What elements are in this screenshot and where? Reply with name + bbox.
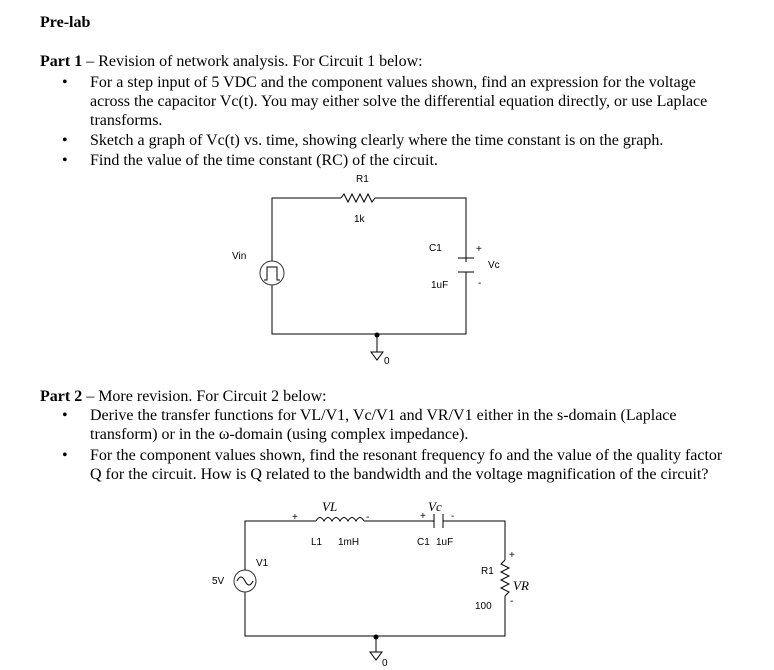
c1-c1-value: 1uF (431, 280, 449, 291)
part1-title-bold: Part 1 (40, 53, 83, 70)
c2-r1-value: 100 (475, 601, 492, 612)
part1-bullet-1: • For a step input of 5 VDC and the component values shown, find an expression for the voltage across the capacitor Vc(t). You may either solve the differential equation directly, or use Laplace transforms. (40, 73, 730, 130)
c1-ground-symbol (371, 352, 383, 360)
circuit2 (212, 499, 529, 669)
c2-vr-label: VR (513, 578, 529, 593)
c1-wire-top-left (272, 198, 341, 262)
c2-inductor-l1 (316, 518, 364, 522)
c2-ground-symbol (370, 652, 382, 660)
c1-vin-label: Vin (232, 251, 247, 262)
c2-ground-label: 0 (382, 658, 388, 669)
part2-bullet-2: • For the component values shown, find the resonant frequency fo and the value of the quality factor Q for the circuit. How is Q related to the bandwidth and the voltage magnification of the circuit? (40, 446, 730, 484)
part1-title-rest: – Revision of network analysis. For Circuit 1 below: (82, 53, 423, 70)
c1-wire-top-right (378, 198, 466, 258)
part2-bullet-1: • Derive the transfer functions for VL/V1, Vc/V1 and VR/V1 either in the s-domain (Laplace transform) or in the ω-domain (using complex impedance). (40, 406, 730, 444)
c1-r1-value: 1k (354, 214, 365, 225)
c1-vc-label: Vc (488, 260, 500, 271)
c2-c1-value: 1uF (436, 537, 454, 548)
c2-resistor-r1 (501, 560, 509, 596)
c2-vr-plus: + (509, 550, 515, 561)
part2-title-bold: Part 2 (40, 388, 83, 405)
c2-v1-label: V1 (256, 558, 269, 569)
circuit1 (232, 174, 500, 367)
c2-vc-minus: - (451, 511, 455, 522)
c1-vc-minus: - (478, 278, 482, 289)
part2-title-rest: – More revision. For Circuit 2 below: (82, 388, 327, 405)
c2-vl-minus: - (366, 512, 370, 523)
part1-bullet-2: • Sketch a graph of Vc(t) vs. time, showing clearly where the time constant is on the graph. (40, 131, 730, 150)
page-heading: Pre-lab (40, 14, 91, 31)
c2-v1-value: 5V (212, 576, 225, 587)
c1-vc-plus: + (476, 244, 482, 255)
c2-wire-bottom (245, 592, 505, 636)
c2-c1-label: C1 (417, 537, 430, 548)
c1-ground-label: 0 (384, 356, 390, 367)
c2-l1-value: 1mH (338, 537, 360, 548)
c2-l1-label: L1 (311, 537, 323, 548)
c1-r1-label: R1 (356, 174, 369, 185)
c1-c1-label: C1 (429, 243, 442, 254)
c2-r1-label: R1 (481, 566, 494, 577)
c2-vr-minus: - (510, 596, 514, 607)
c1-node-dot (375, 333, 380, 338)
c2-vc-plus: + (420, 511, 426, 522)
c1-pulse-source (260, 261, 284, 285)
c1-resistor-r1 (341, 194, 378, 202)
c2-vl-label: VL (322, 499, 338, 514)
c2-vc-label: Vc (428, 499, 442, 514)
part1-bullet-3: • Find the value of the time constant (RC) of the circuit. (40, 151, 730, 170)
c2-vl-plus: + (292, 512, 298, 523)
c2-node-dot (374, 635, 379, 640)
